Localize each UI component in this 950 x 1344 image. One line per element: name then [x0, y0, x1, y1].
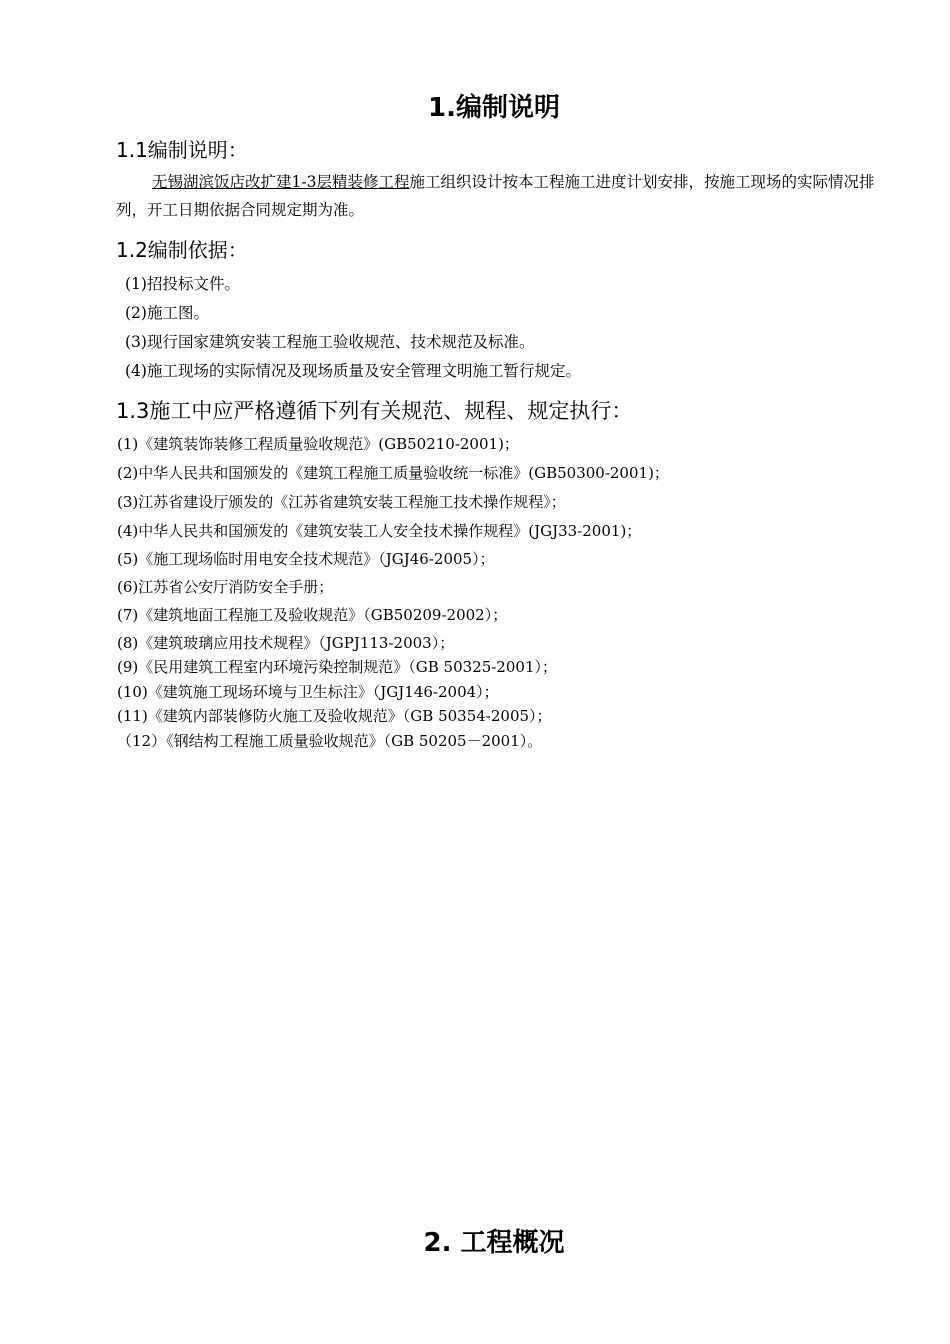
standard-item-9: (9)《民用建筑工程室内环境污染控制规范》（GB 50325-2001）； — [117, 658, 557, 676]
standard-item-10: (10)《建筑施工现场环境与卫生标注》（JGJ146-2004）； — [117, 683, 499, 701]
section-1-1-heading: 1.1编制说明： — [116, 138, 248, 162]
section-1-3-heading: 1.3施工中应严格遵循下列有关规范、规程、规定执行： — [116, 399, 633, 423]
standard-item-6: (6)江苏省公安厅消防安全手册； — [117, 578, 334, 596]
standard-item-2: (2)中华人民共和国颁发的《建筑工程施工质量验收统一标准》(GB50300-2001)； — [117, 464, 669, 482]
section-1-title: 1.编制说明 — [428, 93, 560, 123]
project-name: 无锡湖滨饭店改扩建1-3层精装修工程 — [152, 173, 410, 191]
standard-item-4: (4)中华人民共和国颁发的《建筑安装工人安全技术操作规程》(JGJ33-2001)； — [117, 522, 642, 540]
standard-item-1: (1)《建筑装饰装修工程质量验收规范》(GB50210-2001)； — [117, 435, 519, 453]
basis-item-2: (2)施工图。 — [125, 304, 209, 322]
section-1-2-heading: 1.2编制依据： — [116, 238, 248, 262]
standard-item-8: (8)《建筑玻璃应用技术规程》（JGPJ113-2003）； — [117, 634, 455, 652]
standard-item-11: (11)《建筑内部装修防火施工及验收规范》（GB 50354-2005）； — [117, 707, 552, 725]
standard-item-7: (7)《建筑地面工程施工及验收规范》（GB50209-2002）； — [117, 606, 508, 624]
standard-item-3: (3)江苏省建设厅颁发的《江苏省建筑安装工程施工技术操作规程》； — [117, 493, 566, 511]
section-2-title: 2. 工程概况 — [423, 1228, 565, 1258]
standard-item-12: （12）《钢结构工程施工质量验收规范》（GB 50205－2001）。 — [117, 732, 543, 750]
section-1-1-paragraph — [116, 168, 876, 224]
standard-item-5: (5)《施工现场临时用电安全技术规范》（JGJ46-2005）； — [117, 550, 495, 568]
basis-item-1: (1)招投标文件。 — [125, 275, 240, 293]
basis-item-3: (3)现行国家建筑安装工程施工验收规范、技术规范及标准。 — [125, 333, 535, 351]
basis-item-4: (4)施工现场的实际情况及现场质量及安全管理文明施工暂行规定。 — [125, 362, 581, 380]
paragraph-text: 施工组织设计按本工程施工进度计划安排，按施工现场的实际情况排列，开工日期依据合同规定期为准。 — [116, 173, 875, 219]
